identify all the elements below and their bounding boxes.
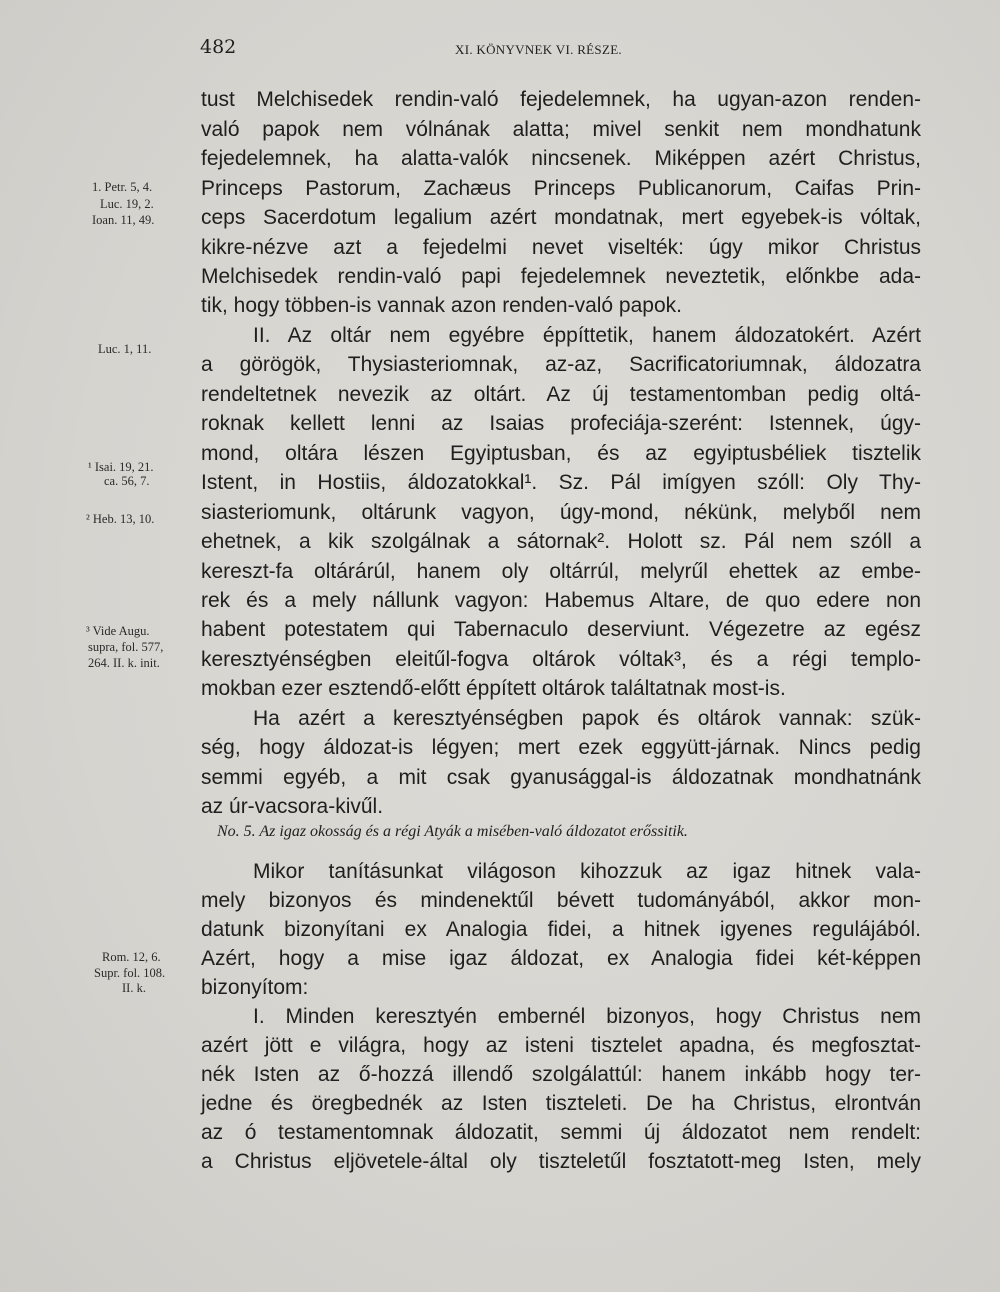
margin-note: Luc. 19, 2. <box>100 197 154 211</box>
margin-note: II. k. <box>122 981 146 995</box>
text-line: az ó testamentomnak áldozatit, semmi új áldozatot nem rendelt: <box>201 1121 921 1144</box>
page-header <box>200 36 940 60</box>
text-line: ehetnek, a kik szolgálnak a sátornak². Holott sz. Pál nem szóll a <box>201 530 921 553</box>
text-line: azért jött e világra, hogy az isteni tisztelet apadna, és megfosztat- <box>201 1034 921 1057</box>
text-line: mokban ezer esztendő-előtt éppített oltárok találtatnak most-is. <box>201 677 786 700</box>
text-line: datunk bizonyítani ex Analogia fidei, a hitnek igyenes regulájából. <box>201 918 921 941</box>
text-line: keresztyénségben eleitűl-fogva oltárok vóltak³, és a régi templo- <box>201 648 921 671</box>
page-number: 482 <box>200 36 237 58</box>
running-head: XI. KÖNYVNEK VI. RÉSZE. <box>455 42 622 57</box>
text-line: a görögök, Thysiasteriomnak, az-az, Sacrificatoriumnak, áldozatra <box>201 353 921 376</box>
text-line: a Christus eljövetele-által oly tiszteletűl fosztatott-meg Isten, mely <box>201 1150 921 1173</box>
text-line: Princeps Pastorum, Zachæus Princeps Publicanorum, Caifas Prin- <box>201 177 921 200</box>
text-line: siasteriomunk, oltárunk vagyon, úgy-mond, nékünk, melyből nem <box>201 501 921 524</box>
margin-note: ³ Vide Augu. <box>86 624 150 638</box>
text-line: ceps Sacerdotum legalium azért mondatnak, mert egyebek-is vóltak, <box>201 206 921 229</box>
subheading: No. 5. Az igaz okosság és a régi Atyák a misében-való áldozatot erőssitik. <box>217 823 688 840</box>
text-line: roknak kellett lenni az Isaias profeciája-szerént: Istennek, úgy- <box>201 412 921 435</box>
text-line: Azért, hogy a mise igaz áldozat, ex Analogia fidei két-képpen <box>201 947 921 970</box>
text-line: habent potestatem qui Tabernaculo deserviunt. Végezetre az egész <box>201 618 921 641</box>
margin-note: Ioan. 11, 49. <box>92 213 155 227</box>
margin-note: 264. II. k. init. <box>88 656 160 670</box>
text-line: fejedelemnek, ha alatta-valók nincsenek. Miképpen azért Christus, <box>201 147 921 170</box>
text-line: jedne és öregbednék az Isten tiszteleti. De ha Christus, elrontván <box>201 1092 921 1115</box>
text-line: II. Az oltár nem egyébre éppíttetik, hanem áldozatokért. Azért <box>253 324 921 347</box>
margin-note: 1. Petr. 5, 4. <box>92 180 153 194</box>
section-text <box>201 858 921 1238</box>
margin-note: supra, fol. 577, <box>88 640 164 654</box>
text-line: az úr-vacsora-kivűl. <box>201 795 384 818</box>
margin-note: ² Heb. 13, 10. <box>86 512 155 526</box>
text-line: Istent, in Hostiis, áldozatokkal¹. Sz. Pál imígyen szóll: Oly Thy- <box>201 471 921 494</box>
text-line: kikre-nézve azt a fejedelmi nevet viselték: úgy mikor Christus <box>201 236 921 259</box>
text-line: Ha azért a keresztyénségben papok és oltárok vannak: szük- <box>253 707 921 730</box>
text-line: mely bizonyos és mindenektűl bévett tudományából, akkor mon- <box>201 889 921 912</box>
text-line: ség, hogy áldozat-is légyen; mert ezek eggyütt-járnak. Nincs pedig <box>201 736 921 759</box>
text-line: semmi egyéb, a mit csak gyanusággal-is áldozatnak mondhatnánk <box>201 766 921 789</box>
text-line: nék Isten az ő-hozzá illendő szolgálattúl: hanem inkább hogy ter- <box>201 1063 921 1086</box>
text-line: bizonyítom: <box>201 976 309 999</box>
text-line: kereszt-fa oltárárúl, hanem oly oltárrúl, melyrűl ehettek az embe- <box>201 560 921 583</box>
text-line: rek és a mely nállunk vagyon: Habemus Altare, de quo edere non <box>201 589 921 612</box>
text-line: tust Melchisedek rendin-való fejedelemnek, ha ugyan-azon renden- <box>201 88 921 111</box>
main-text <box>201 86 921 789</box>
margin-note: ca. 56, 7. <box>104 474 150 488</box>
margin-note: ¹ Isai. 19, 21. <box>88 460 154 474</box>
margin-note: Luc. 1, 11. <box>98 342 152 356</box>
margin-note: Rom. 12, 6. <box>102 950 161 964</box>
text-line: Melchisedek rendin-való papi fejedelemnek neveztetik, előnkbe ada- <box>201 265 921 288</box>
text-line: való papok nem vólnának alatta; mivel senkit nem mondhatunk <box>201 118 921 141</box>
text-line: I. Minden keresztyén embernél bizonyos, hogy Christus nem <box>253 1005 921 1028</box>
text-line: rendeltetnek nevezik az oltárt. Az új testamentomban pedig oltá- <box>201 383 921 406</box>
text-line: tik, hogy többen-is vannak azon renden-való papok. <box>201 294 682 317</box>
text-line: mond, oltára lészen Egyiptusban, és az egyiptusbéliek tisztelik <box>201 442 921 465</box>
section-heading <box>201 818 921 844</box>
text-line: Mikor tanításunkat világoson kihozzuk az igaz hitnek vala- <box>253 860 921 883</box>
margin-note: Supr. fol. 108. <box>94 966 166 980</box>
